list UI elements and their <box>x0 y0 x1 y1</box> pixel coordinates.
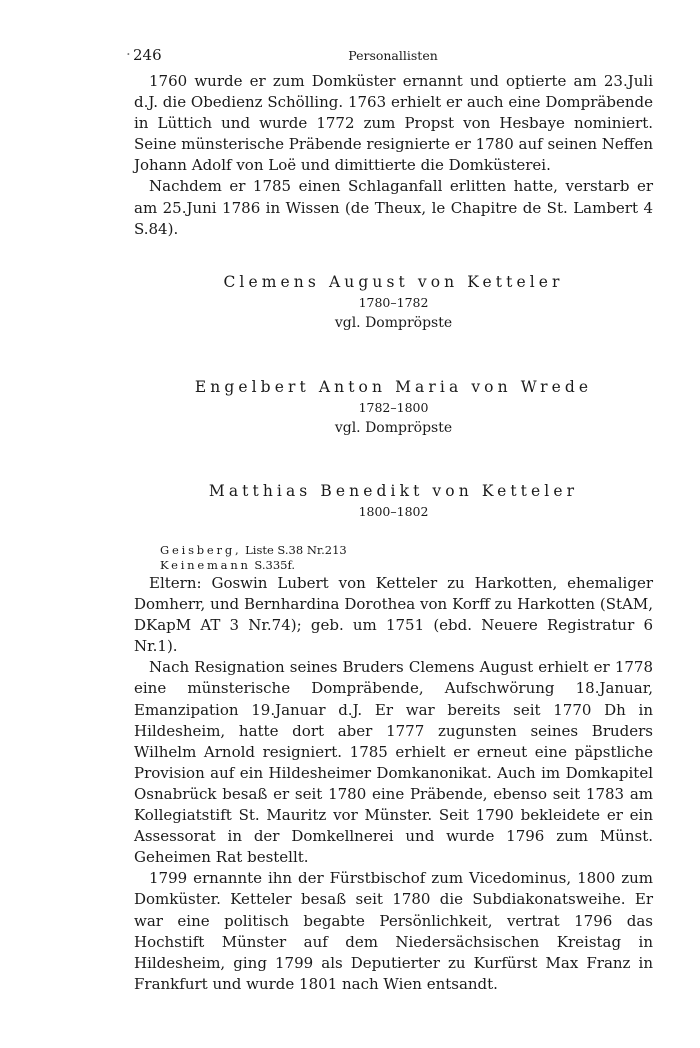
tenure-years: 1780–1782 <box>358 295 429 310</box>
tenure-years: 1782–1800 <box>358 400 429 415</box>
cross-reference: vgl. Dompröpste <box>334 315 453 331</box>
person-name: Engelbert Anton Maria von Wrede <box>194 378 593 396</box>
paragraph: Eltern: Goswin Lubert von Ketteler zu Harkotten, ehemaliger Domherr, und Bernhardina Dorothea von Korff zu Harkotten (StAM, DKapM AT 3 Nr.74); geb. um 1751 (ebd. Neuere Registratur 6 Nr.1). <box>134 574 653 656</box>
paragraph: Nachdem er 1785 einen Schlaganfall erlitten hatte, verstarb er am 25.Juni 1786 in Wissen (de Theux, le Chapitre de St. Lambert 4 S.84). <box>134 177 653 238</box>
tenure-years: 1800–1802 <box>358 504 429 519</box>
source-list <box>160 543 347 573</box>
paragraph: Nach Resignation seines Bruders Clemens August erhielt er 1778 eine münsterische Dompräbende, Aufschwörung 18.Januar, Emanzipation 19.Januar d.J. Er war bereits seit 1770 Dh in Hildesheim, hatte dort aber 1777 zugunsten seines Bruders Wilhelm Arnold resigniert. 1785 erhielt er erneut eine päpstliche Provision auf ein Hildesheimer Domkanonikat. Auch im Domkapitel Osnabrück besaß er seit 1780 eine Präbende, ebenso seit 1783 am Kollegiatstift St. Mauritz vor Münster. Seit 1790 bekleidete er ein Assessorat in der Domkellnerei und wurde 1796 zum Münst. Geheimen Rat bestellt. <box>134 658 653 867</box>
paragraph: 1799 ernannte ihn der Fürstbischof zum Vicedominus, 1800 zum Domküster. Ketteler besaß seit 1780 die Subdiakonatsweihe. Er war eine politisch begabte Persönlichkeit, vertrat 1796 das Hochstift Münster auf dem Niedersächsischen Kreistag in Hildesheim, ging 1799 als Deputierter zu Kurfürst Max Franz in Frankfurt und wurde 1801 nach Wien entsandt. <box>134 869 653 993</box>
person-entry <box>134 480 653 522</box>
person-entry <box>134 376 653 438</box>
cross-reference: vgl. Dompröpste <box>334 420 453 436</box>
page-header <box>133 46 653 66</box>
paragraph: 1760 wurde er zum Domküster ernannt und optierte am 23.Juli d.J. die Obedienz Schölling. 1763 erhielt er auch eine Dompräbende in Lüttich und wurde 1772 zum Propst von Hesbaye nominiert. Seine münsterische Präbende resignierte er 1780 auf seinen Neffen Johann Adolf von Loë und dimittierte die Domküsterei. <box>134 72 653 175</box>
person-name: Clemens August von Ketteler <box>223 273 564 291</box>
running-title: Personallisten <box>348 48 438 63</box>
source-author: Keinemann <box>160 558 251 572</box>
person-name: Matthias Benedikt von Ketteler <box>208 482 579 500</box>
source-line <box>160 558 347 573</box>
source-ref: S.335f. <box>254 558 295 572</box>
page-number: · 246 <box>133 46 162 64</box>
source-line <box>160 543 347 558</box>
source-author: Geisberg, <box>160 543 242 557</box>
person-entry <box>134 271 653 333</box>
biography-text <box>134 573 653 995</box>
source-ref: Liste S.38 Nr.213 <box>245 543 347 557</box>
intro-text <box>134 71 653 240</box>
